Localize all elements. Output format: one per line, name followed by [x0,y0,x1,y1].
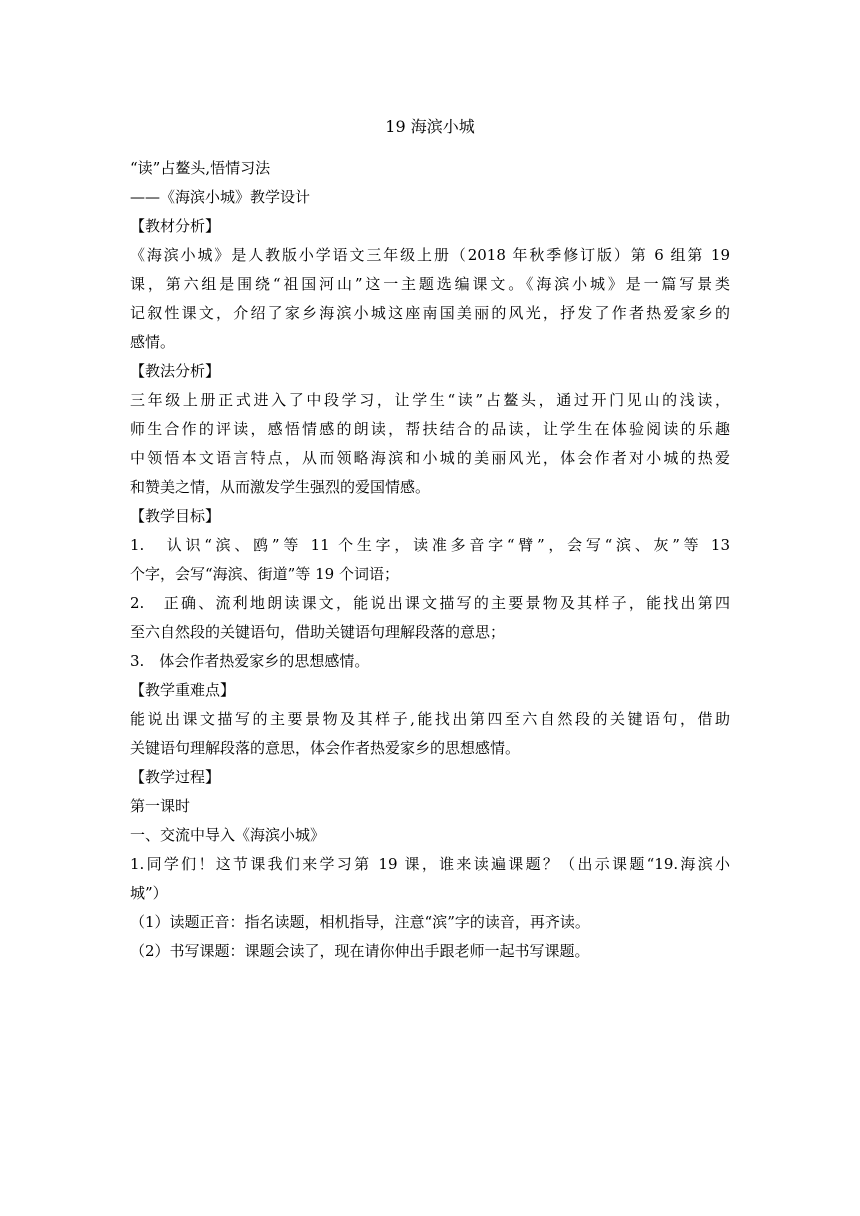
section-heading-teaching-process: 【教学过程】 [130,768,221,786]
list-item-line: 1. 认识“滨、鸥”等 11 个生字，读准多音字“臂”，会写“滨、灰”等 13 [130,536,730,554]
subtitle-line: “读”占鳌头,悟情习法 [130,159,271,177]
paragraph-line: 感情。 [130,333,176,351]
section-heading-key-points: 【教学重难点】 [130,681,236,699]
paragraph-line: 城”） [130,884,168,902]
sub-step-line: （2）书写课题：课题会读了，现在请你伸出手跟老师一起书写课题。 [130,942,590,960]
sub-step-line: （1）读题正音：指名读题，相机指导，注意“滨”字的读音，再齐读。 [130,913,590,931]
list-item-line: 3. 体会作者热爱家乡的思想感情。 [130,652,370,670]
subtitle-design-line: ——《海滨小城》教学设计 [130,188,311,206]
paragraph-line: 和赞美之情，从而激发学生强烈的爱国情感。 [130,478,431,496]
section-heading-teaching-goals: 【教学目标】 [130,507,221,525]
paragraph-line: 三年级上册正式进入了中段学习，让学生“读”占鳌头，通过开门见山的浅读， [130,391,730,409]
section-heading-method-analysis: 【教法分析】 [130,362,221,380]
lesson-label: 第一课时 [130,797,191,815]
paragraph-line: 关键语句理解段落的意思，体会作者热爱家乡的思想感情。 [130,739,521,757]
paragraph-line: 师生合作的评读，感悟情感的朗读，帮扶结合的品读，让学生在体验阅读的乐趣 [130,420,730,438]
paragraph-line: 能说出课文描写的主要景物及其样子,能找出第四至六自然段的关键语句，借助 [130,710,730,728]
section-heading-textbook-analysis: 【教材分析】 [130,217,221,235]
step-heading: 一、交流中导入《海滨小城》 [130,826,326,844]
paragraph-line: 1.同学们！这节课我们来学习第 19 课，谁来读遍课题？（出示课题“19.海滨小 [130,855,730,873]
paragraph-line: 中领悟本文语言特点，从而领略海滨和小城的美丽风光，体会作者对小城的热爱 [130,449,730,467]
paragraph-line: 记叙性课文，介绍了家乡海滨小城这座南国美丽的风光，抒发了作者热爱家乡的 [130,304,730,322]
paragraph-line: 《海滨小城》是人教版小学语文三年级上册（2018 年秋季修订版）第 6 组第 19 [130,246,730,264]
document-body [130,154,730,966]
list-item-line: 至六自然段的关键语句，借助关键语句理解段落的意思； [130,623,506,641]
list-item-line: 个字，会写“海滨、街道”等 19 个词语； [130,565,399,583]
paragraph-line: 课，第六组是围绕“祖国河山”这一主题选编课文。《海滨小城》是一篇写景类 [130,275,730,293]
document-title: 19 海滨小城 [385,117,475,136]
list-item-line: 2. 正确、流利地朗读课文，能说出课文描写的主要景物及其样子，能找出第四 [130,594,730,612]
